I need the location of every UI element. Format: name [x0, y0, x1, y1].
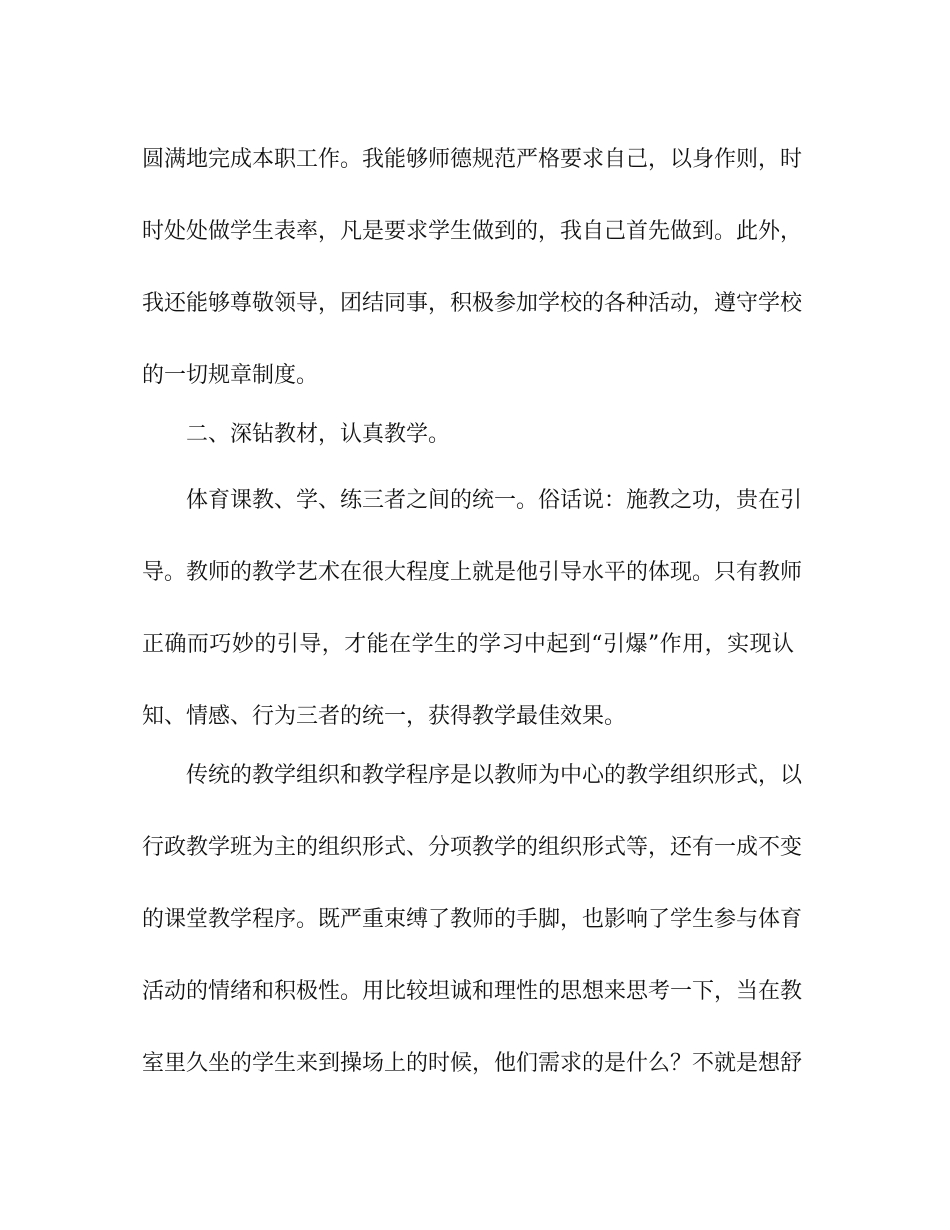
- text-line: 圆满地完成本职工作。我能够师德规范严格要求自己，以身作则，时: [142, 147, 803, 172]
- text-line: 时处处做学生表率，凡是要求学生做到的，我自己首先做到。此外，: [142, 219, 803, 244]
- text-line: 室里久坐的学生来到操场上的时候，他们需求的是什么？不就是想舒: [142, 1051, 803, 1076]
- text-line: 活动的情绪和积极性。用比较坦诚和理性的思想来思考一下，当在教: [142, 979, 803, 1004]
- text-line: 的一切规章制度。: [142, 363, 319, 388]
- text-line: 传统的教学组织和教学程序是以教师为中心的教学组织形式，以: [186, 763, 803, 788]
- text-line: 我还能够尊敬领导，团结同事，积极参加学校的各种活动，遵守学校: [142, 291, 803, 316]
- text-line: 知、情感、行为三者的统一，获得教学最佳效果。: [142, 704, 627, 729]
- section-heading: 二、深钻教材，认真教学。: [186, 422, 451, 447]
- text-line: 体育课教、学、练三者之间的统一。俗话说：施教之功，贵在引: [186, 488, 803, 513]
- text-line: 正确而巧妙的引导，才能在学生的学习中起到“引爆”作用，实现认: [142, 632, 794, 657]
- text-line: 的课堂教学程序。既严重束缚了教师的手脚，也影响了学生参与体育: [142, 907, 803, 932]
- text-line: 导。教师的教学艺术在很大程度上就是他引导水平的体现。只有教师: [142, 560, 803, 585]
- text-line: 行政教学班为主的组织形式、分项教学的组织形式等，还有一成不变: [142, 835, 803, 860]
